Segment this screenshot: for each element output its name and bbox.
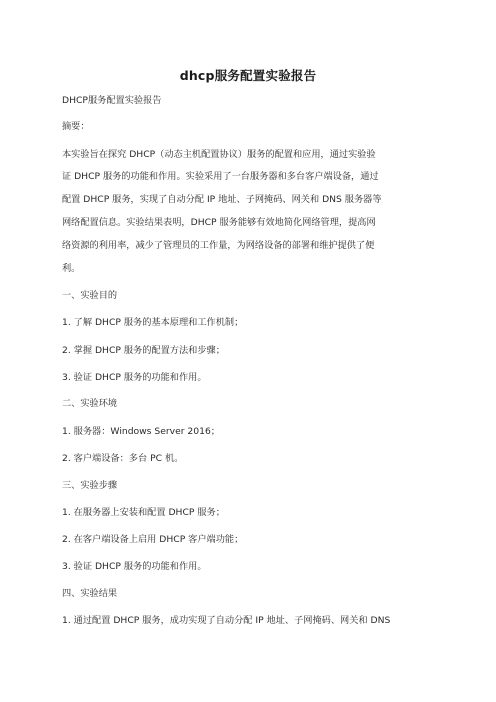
abstract-heading: 摘要： <box>62 121 90 132</box>
environment-item-2: 2. 客户端设备：多台 PC 机。 <box>62 453 184 464</box>
abstract-line-6: 利。 <box>62 263 81 274</box>
section-heading-purpose: 一、实验目的 <box>62 290 118 301</box>
subtitle-line: DHCP服务配置实验报告 <box>62 95 162 106</box>
abstract-line-3: 配置 DHCP 服务，实现了自动分配 IP 地址、子网掩码、网关和 DNS 服务器等 <box>62 194 382 205</box>
environment-item-1: 1. 服务器：Windows Server 2016； <box>62 426 220 437</box>
results-item-1: 1. 通过配置 DHCP 服务，成功实现了自动分配 IP 地址、子网掩码、网关和 DNS <box>62 615 391 626</box>
abstract-line-1: 本实验旨在探究 DHCP（动态主机配置协议）服务的配置和应用，通过实验验 <box>62 149 376 160</box>
abstract-line-4: 网络配置信息。实验结果表明，DHCP 服务能够有效地简化网络管理，提高网 <box>62 217 376 228</box>
section-heading-environment: 二、实验环境 <box>62 398 118 409</box>
section-heading-results: 四、实验结果 <box>62 588 118 599</box>
document-title: dhcp服务配置实验报告 <box>179 68 317 83</box>
abstract-line-2: 证 DHCP 服务的功能和作用。实验采用了一台服务器和多台客户端设备，通过 <box>62 171 379 182</box>
purpose-item-2: 2. 掌握 DHCP 服务的配置方法和步骤； <box>62 345 225 356</box>
abstract-line-5: 络资源的利用率，减少了管理员的工作量，为网络设备的部署和维护提供了便 <box>62 240 375 251</box>
steps-item-2: 2. 在客户端设备上启用 DHCP 客户端功能； <box>62 534 244 545</box>
purpose-item-1: 1. 了解 DHCP 服务的基本原理和工作机制； <box>62 317 244 328</box>
purpose-item-3: 3. 验证 DHCP 服务的功能和作用。 <box>62 372 207 383</box>
section-heading-steps: 三、实验步骤 <box>62 480 118 491</box>
steps-item-1: 1. 在服务器上安装和配置 DHCP 服务； <box>62 507 225 518</box>
steps-item-3: 3. 验证 DHCP 服务的功能和作用。 <box>62 561 207 572</box>
